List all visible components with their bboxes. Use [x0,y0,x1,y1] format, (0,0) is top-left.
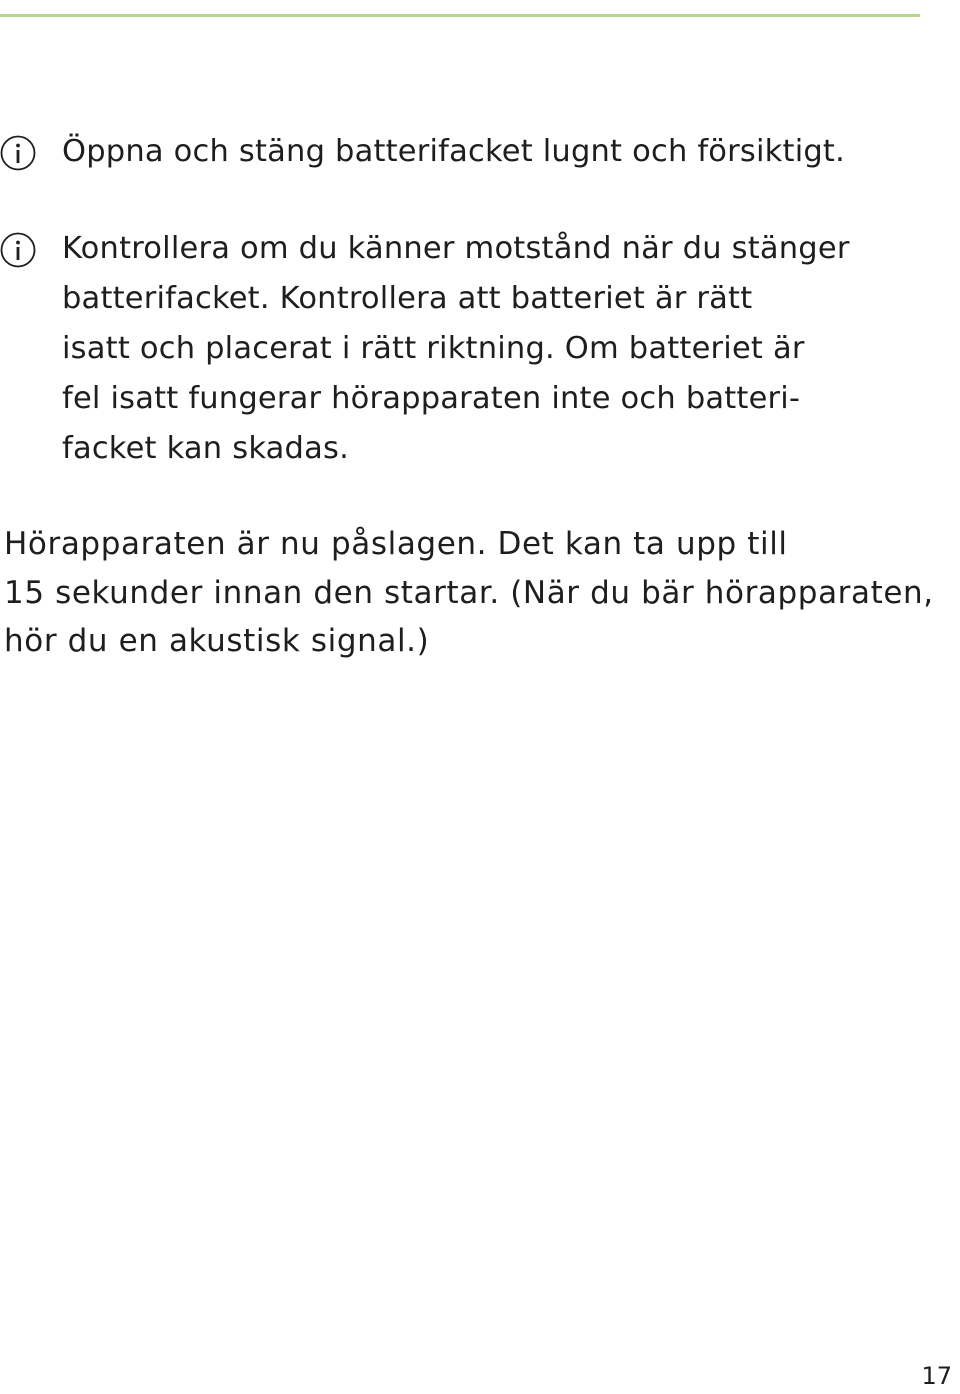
info-note [0,224,930,474]
body-paragraph [4,520,944,666]
text-line: hör du en akustisk signal.) [4,623,430,659]
info-icon [0,232,36,268]
info-note-text [62,224,930,474]
text-line: Öppna och stäng batterifacket lugnt och försiktigt. [62,134,845,169]
page-number: 17 [921,1362,952,1390]
text-line: 15 sekunder innan den startar. (När du bär hörapparaten, [4,574,934,611]
info-note [0,127,930,177]
text-line: fel isatt fungerar hörapparaten inte och batteri- [62,381,801,416]
text-line: facket kan skadas. [62,431,349,466]
info-note-text [62,127,930,177]
text-line: batterifacket. Kontrollera att batteriet är rätt [62,281,753,316]
text-line: isatt och placerat i rätt riktning. Om batteriet är [62,331,805,366]
info-icon [0,135,36,171]
text-line: Kontrollera om du känner motstånd när du stänger [62,231,850,266]
top-divider [0,14,920,17]
text-line: Hörapparaten är nu påslagen. Det kan ta upp till [4,526,788,562]
